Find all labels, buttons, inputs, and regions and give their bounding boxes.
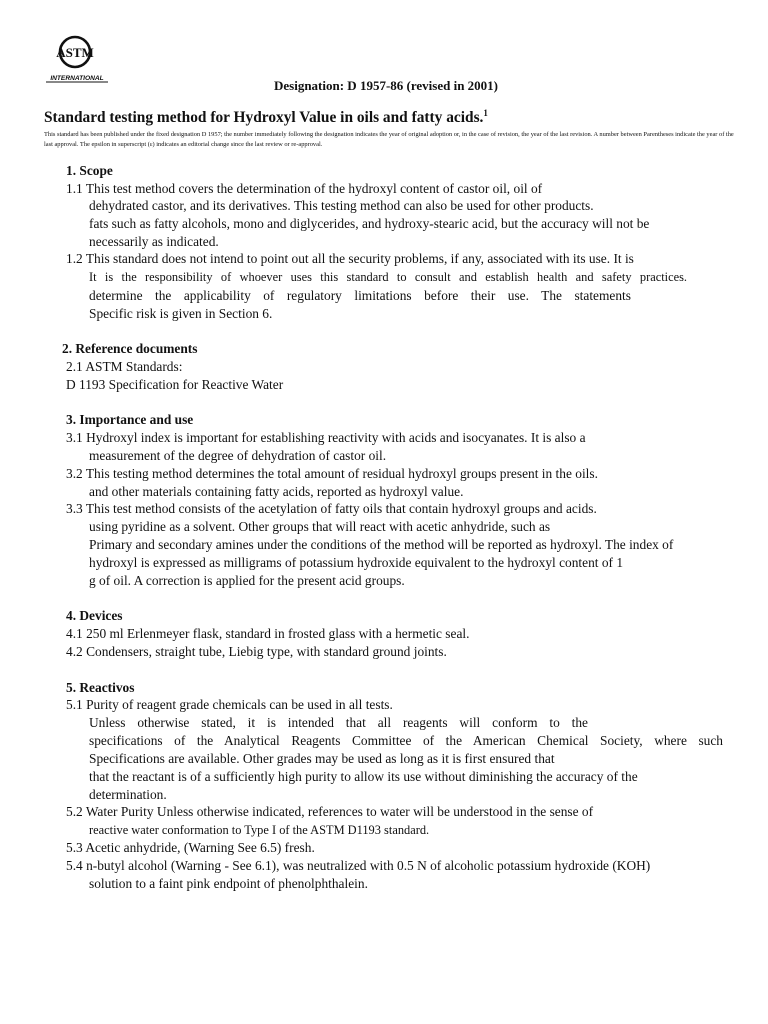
text-line: Unless otherwise stated, it is intended that all reagents will conform to the	[89, 715, 588, 730]
section-heading: 4. Devices	[66, 608, 123, 623]
designation: Designation: D 1957-86 (revised in 2001)	[274, 78, 499, 93]
text-line: determination.	[89, 787, 167, 802]
section-heading: 1. Scope	[66, 163, 113, 178]
text-line: Specifications are available. Other grades may be used as long as it is first ensured that	[89, 751, 555, 766]
text-line: 3.2 This testing method determines the total amount of residual hydroxyl groups present in the oils.	[66, 466, 598, 481]
text-line: 5.3 Acetic anhydride, (Warning See 6.5) fresh.	[66, 840, 315, 855]
text-line: that the reactant is of a sufficiently high purity to allow its use without diminishing the accuracy of the	[89, 769, 638, 784]
text-line: 1.2 This standard does not intend to point out all the security problems, if any, associated with its use. It is	[66, 251, 634, 266]
text-line: 3.1 Hydroxyl index is important for establishing reactivity with acids and isocyanates. It is also a	[66, 430, 586, 445]
section-heading: 5. Reactivos	[66, 680, 135, 695]
text-line: 4.1 250 ml Erlenmeyer flask, standard in frosted glass with a hermetic seal.	[66, 626, 470, 641]
svg-text:ASTM: ASTM	[56, 45, 94, 60]
text-line: 2.1 ASTM Standards:	[66, 359, 183, 374]
text-line: using pyridine as a solvent. Other groups that will react with acetic anhydride, such as	[89, 519, 551, 534]
text-line: g of oil. A correction is applied for the present acid groups.	[89, 573, 405, 588]
text-line: 5.4 n-butyl alcohol (Warning - See 6.1), was neutralized with 0.5 N of alcoholic potassium hydroxide (KOH)	[66, 858, 651, 873]
text-line: It is the responsibility of whoever uses this standard to consult and establish health and safety practices.	[89, 270, 687, 284]
text-line: 5.1 Purity of reagent grade chemicals can be used in all tests.	[66, 697, 393, 712]
text-line: and other materials containing fatty acids, reported as hydroxyl value.	[89, 484, 464, 499]
text-line: determine the applicability of regulatory limitations before their use. The statements	[89, 288, 631, 303]
text-line: Specific risk is given in Section 6.	[89, 306, 273, 321]
text-line: 1.1 This test method covers the determination of the hydroxyl content of castor oil, oil of	[66, 181, 543, 196]
text-line: 5.2 Water Purity Unless otherwise indicated, references to water will be understood in the sense of	[66, 804, 594, 819]
text-line: reactive water conformation to Type I of the ASTM D1193 standard.	[89, 823, 430, 837]
text-line: dehydrated castor, and its derivatives. This testing method can also be used for other products.	[89, 198, 594, 213]
section-heading: 3. Importance and use	[66, 412, 194, 427]
text-line: Primary and secondary amines under the conditions of the method will be reported as hydroxyl. The index of	[89, 537, 674, 552]
text-line: measurement of the degree of dehydration of castor oil.	[89, 448, 387, 463]
text-line: necessarily as indicated.	[89, 234, 219, 249]
svg-text:INTERNATIONAL: INTERNATIONAL	[50, 75, 104, 82]
text-line: D 1193 Specification for Reactive Water	[66, 377, 284, 392]
text-line: 4.2 Condensers, straight tube, Liebig type, with standard ground joints.	[66, 644, 447, 659]
document-title: Standard testing method for Hydroxyl Value in oils and fatty acids.$^1$	[44, 108, 488, 127]
text-line: solution to a faint pink endpoint of phenolphthalein.	[89, 876, 368, 891]
section-heading: 2. Reference documents	[62, 341, 198, 356]
text-line: hydroxyl is expressed as milligrams of potassium hydroxide equivalent to the hydroxyl content of 1	[89, 555, 624, 570]
astm-logo	[44, 32, 110, 84]
text-line: specifications of the Analytical Reagents Committee of the American Chemical Society, where such	[89, 733, 723, 748]
fineprint-notice: This standard has been published under the fixed designation D 1957; the number immediately following the designation indicates the year of original adoption or, in the case of revision, the year of the last revision. A number between Parentheses indicate the year of the last approval. The epsilon in superscript (ε) indicates an editorial change since the last review or re-approval.	[44, 131, 734, 148]
text-line: fats such as fatty alcohols, mono and diglycerides, and hydroxy-stearic acid, but the accuracy will not be	[89, 216, 650, 231]
title-footnote-mark: 1	[483, 108, 488, 118]
text-line: 3.3 This test method consists of the acetylation of fatty oils that contain hydroxyl groups and acids.	[66, 501, 597, 516]
